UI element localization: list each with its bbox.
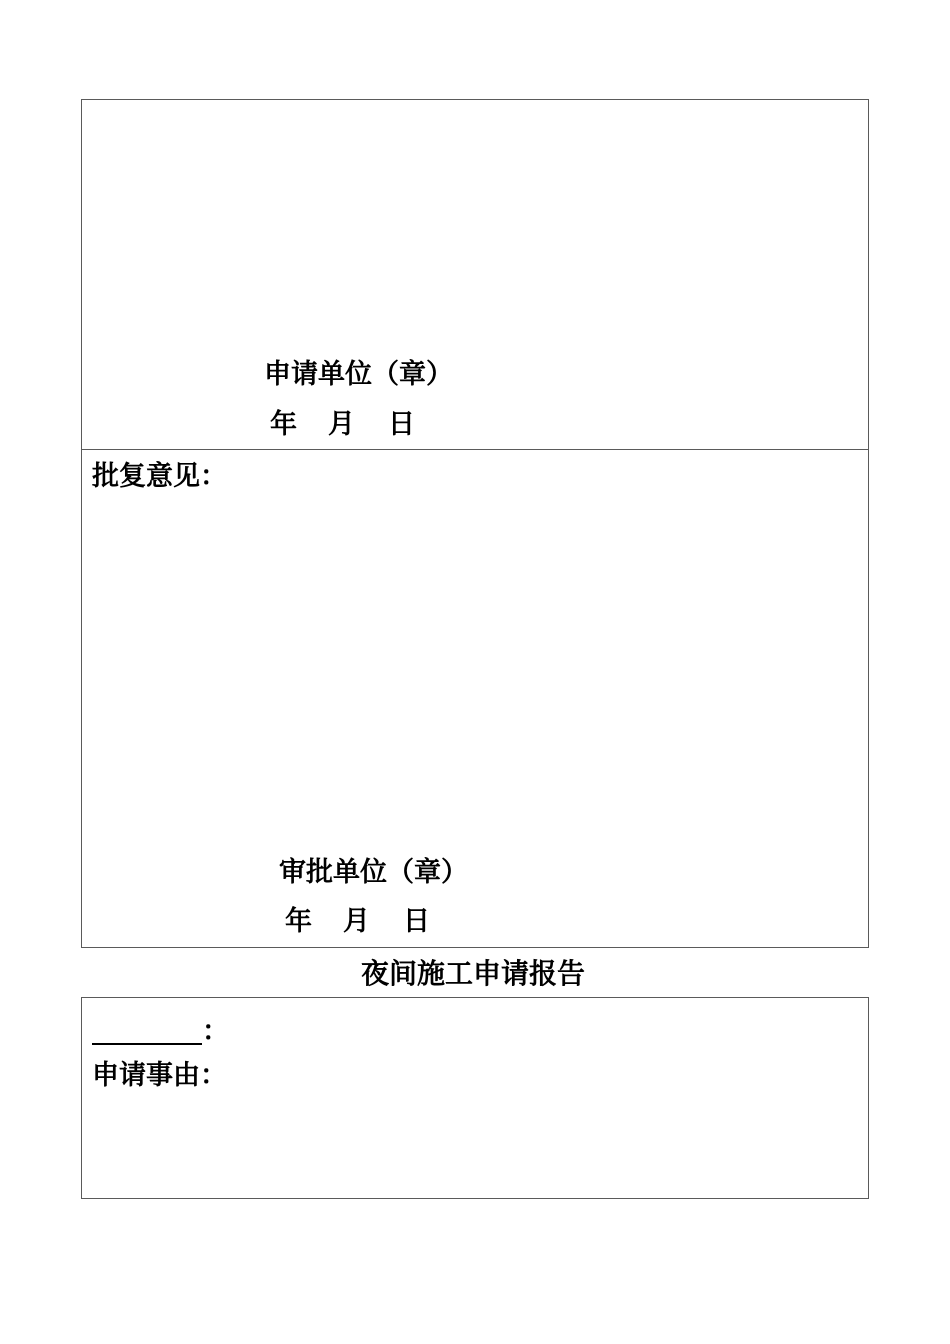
addressee-line (92, 1018, 229, 1045)
report-title: 夜间施工申请报告 (361, 957, 586, 990)
applicant-date-day: 日 (388, 409, 415, 440)
approval-date-day: 日 (403, 906, 430, 937)
applicant-box (81, 99, 869, 450)
addressee-colon: ： (202, 1016, 229, 1047)
applicant-unit-label: 申请单位（章） (264, 359, 453, 390)
approval-date-year: 年 (285, 906, 312, 937)
approval-box (81, 449, 869, 948)
approval-unit-label: 审批单位（章） (279, 857, 468, 888)
applicant-date-month: 月 (328, 409, 355, 440)
approval-opinion-label: 批复意见： (92, 461, 227, 492)
approval-date-month: 月 (343, 906, 370, 937)
applicant-date-year: 年 (270, 409, 297, 440)
reason-label: 申请事由： (92, 1060, 227, 1091)
addressee-blank (92, 1021, 202, 1045)
